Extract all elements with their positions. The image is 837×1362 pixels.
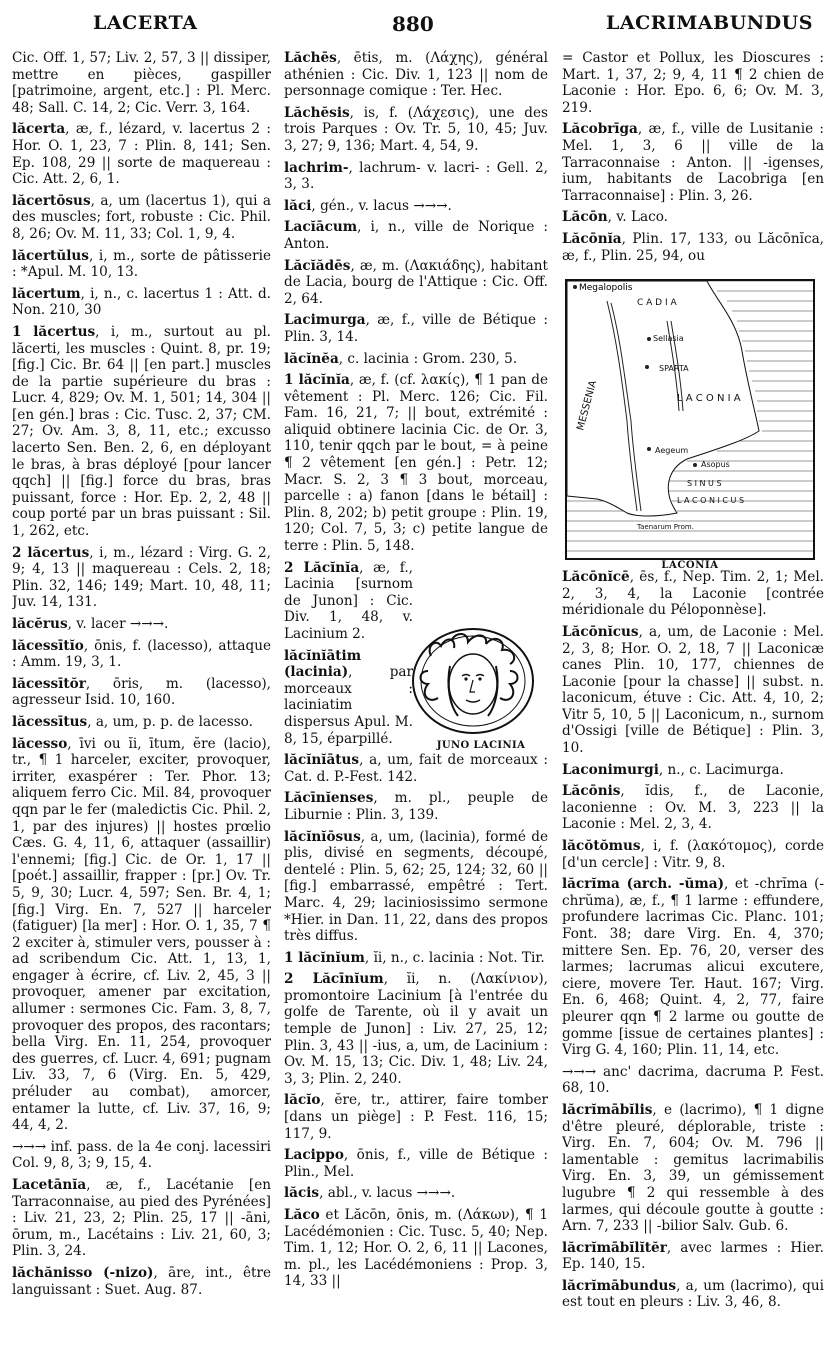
coin-caption: JUNO LACINIA	[436, 740, 526, 751]
headword: Lăco	[284, 1207, 320, 1223]
headword: lăcrĭmābĭlis	[562, 1101, 653, 1118]
headword: lăcertum	[12, 285, 81, 302]
entry: lăcessītŏr, ōris, m. (lacesso), agresseur Isid. 10, 160.	[12, 675, 271, 709]
headword: Lăcōnĭa	[562, 230, 622, 247]
headword: Lăchēs	[284, 50, 337, 66]
entry: lăcĭnĭātim (lacinia), par morceaux : laciniatim dispersus Apul. M. 8, 15, éparpillé.	[284, 647, 413, 747]
headword: lăcŏtŏmus	[562, 838, 641, 855]
entry: Lăchēs, ētis, m. (Λάχης), général athénien : Cic. Div. 1, 123 || nom de personnage comique : Ter. Hec.	[284, 50, 548, 100]
svg-text:Sellasia: Sellasia	[653, 334, 684, 343]
entry: lăci, gén., v. lacus →→→.	[284, 197, 452, 214]
entry: lăcerta, æ, f., lézard, v. lacertus 2 : Hor. O. 1, 23, 7 : Plin. 8, 141; Sen. Ep. 108, 29 || sorte de maquereau : Cic. Att. 2, 6, 1.	[12, 121, 271, 188]
map-caption: LACONIA	[661, 560, 719, 571]
headword: 1 lăcĭnĭa	[284, 372, 350, 389]
entry: lăcĭo, ĕre, tr., attirer, faire tomber [dans un piège] : P. Fest. 116, 15; 117, 9.	[284, 1092, 548, 1142]
entry: 1 lăcĭnĭa, æ, f. (cf. λακίς), ¶ 1 pan de vêtement : Pl. Merc. 126; Cic. Fil. Fam. 16, 21, 7; || bout, extrémité : aliquid obtinere lacinia Cic. de Or. 3, 110, tenir qqch par le bout, = à peine ¶ 2 vêtement [en gén.] : Petr. 12; Macr. S. 2, 3 ¶ 3 bout, morceau, parcelle : a) fanon [dans le bétail] : Plin. 8, 202; b) petit groupe : Plin. 19, 120; Col. 7, 5, 3; c) petite langue de terre : Plin. 5, 148.	[284, 372, 548, 555]
entry: lăcertum, i, n., c. lacertus 1 : Att. d. Non. 210, 30	[12, 285, 271, 319]
entry: lăcertōsus, a, um (lacertus 1), qui a des muscles; fort, robuste : Cic. Phil. 8, 26; Ov. M. 11, 33; Col. 1, 9, 4.	[12, 192, 271, 242]
headword: Lăcobrīga	[562, 121, 638, 138]
headword: lăcessītus	[12, 713, 88, 730]
entry: 2 lăcertus, i, m., lézard : Virg. G. 2, 9; 4, 13 || maquereau : Cels. 2, 18; Plin. 32, 146; 149; Mart. 10, 48, 11; Juv. 14, 131.	[12, 544, 271, 611]
headword: lăcĭnĭōsus	[284, 828, 361, 845]
headword: lăcĭo	[284, 1092, 321, 1109]
headword: lăcertōsus	[12, 192, 91, 209]
headword: Lacimurga	[284, 312, 366, 329]
page-number: 880	[392, 12, 434, 36]
entry: Lăcĭădēs, æ, m. (Λακιάδης), habitant de Lacia, bourg de l'Attique : Cic. Off. 2, 64.	[284, 257, 548, 307]
svg-text:MESSENIA: MESSENIA	[575, 379, 600, 432]
headword: Lacĭācum	[284, 219, 358, 236]
headword: Lăcōnis	[562, 783, 621, 800]
laconia-map	[565, 279, 815, 560]
entry: lăcessītus, a, um, p. p. de lacesso.	[12, 713, 253, 730]
headword: Lacippo	[284, 1147, 344, 1164]
headword: lăcertŭlus	[12, 247, 89, 264]
column-3	[562, 50, 824, 1355]
svg-text:SPARTA: SPARTA	[659, 364, 689, 373]
svg-text:L A C O N I C U S: L A C O N I C U S	[677, 496, 745, 505]
headword: 2 lăcertus	[12, 544, 90, 561]
entry: lăcĭnĕa, c. lacinia : Grom. 230, 5.	[284, 350, 518, 367]
entry: lăcessītĭo, ōnis, f. (lacesso), attaque : Amm. 19, 3, 1.	[12, 637, 271, 671]
entry: 1 lăcertus, i, m., surtout au pl. lăcerti, les muscles : Quint. 8, pr. 19; [fig.] Cic. Br. 64 || [en part.] muscles de la partie supérieure du bras : Lucr. 4, 829; Ov. M. 1, 501; 14, 304 || [en gén.] bras : Cic. Tusc. 2, 37; CM. 27; Ov. Am. 3, 8, 11, etc.; excusso lacerto Sen. Ben. 2, 6, en déployant le bras, à bras déployé [pour lancer qqch] || [fig.] force du bras, bras puissant, force : Hor. Ep. 2, 2, 48 || coup porté par un bras puissant : Sil. 1, 262, etc.	[12, 323, 271, 540]
entry: = Castor et Pollux, les Dioscures : Mart. 1, 37, 2; 9, 4, 11 ¶ 2 chien de Laconie : Hor. Epo. 6, 6; Ov. M. 3, 219.	[562, 50, 824, 116]
headword: lăcessītŏr	[12, 675, 86, 692]
headword: 1 lăcĭnĭum	[284, 949, 365, 966]
svg-text:Aegeum: Aegeum	[655, 446, 689, 455]
entry: Lăcōnis, ĭdis, f., de Laconie, laconienne : Ov. M. 3, 223 || la Laconie : Mel. 2, 3, 4.	[562, 783, 824, 833]
entry: Laconimurgi, n., c. Lacimurga.	[562, 761, 784, 778]
headword: lăcis	[284, 1185, 320, 1202]
headword: lăcĕrus	[12, 616, 68, 632]
headword: Lăcĭădēs	[284, 257, 351, 274]
headword: Lacetānĭa	[12, 1177, 87, 1193]
headword: lăcrĭmābĭlĭtĕr	[562, 1239, 667, 1256]
entry: lăcrĭma (arch. -ŭma), et -chrĭma (-chrŭma), æ, f., ¶ 1 larme : effundere, profundere lacrimas Cic. Planc. 101; Font. 38; dare Virg. En. 4, 370; mittere Sen. Ep. 76, 20, verser des larmes; lacrumas alicui excutere, ciere, movere Ter. Haut. 167; Virg. En. 6, 468; Quint. 4, 2, 77, faire pleurer qqn ¶ 2 larme ou goutte de gomme [issue de certaines plantes] : Virg G. 4, 160; Plin. 11, 14, etc.	[562, 876, 824, 1059]
entry: lăcrĭmābundus, a, um (lacrimo), qui est tout en pleurs : Liv. 3, 46, 8.	[562, 1277, 824, 1311]
entry: →→→ inf. pass. de la 4e conj. lacessiri Col. 9, 8, 3; 9, 15, 4.	[12, 1138, 271, 1172]
entry: Lăco et Lăcōn, ōnis, m. (Λάκων), ¶ 1 Lacédémonien : Cic. Tusc. 5, 40; Nep. Tim. 1, 12; Hor. O. 2, 6, 11 || Lacones, m. pl., les Lacédémoniens : Prop. 3, 14, 33 ||	[284, 1207, 548, 1290]
entry: lăcrĭmābĭlis, e (lacrimo), ¶ 1 digne d'être pleuré, déplorable, triste : Virg. En. 7, 604; Ov. M. 796 || lamentable : gemitus lacrimabilis Virg. En. 3, 39, un gémissement lugubre ¶ 2 qui ressemble à des larmes, qui découle goutte à goutte : Arn. 7, 233 || -bilior Salv. Gub. 6.	[562, 1101, 824, 1235]
coin-illustration	[406, 626, 541, 736]
entry: Lăcīnĭenses, m. pl., peuple de Liburnie : Plin. 3, 139.	[284, 790, 548, 823]
entry: Lăchĕsis, is, f. (Λάχεσις), une des trois Parques : Ov. Tr. 5, 10, 45; Juv. 3, 27; 9, 136; Mart. 4, 54, 9.	[284, 104, 548, 154]
entry: lăcŏtŏmus, i, f. (λακότομος), corde [d'un cercle] : Vitr. 9, 8.	[562, 838, 824, 871]
headword: Lăcōnĭcē	[562, 569, 630, 586]
entry: Lăcobrīga, æ, f., ville de Lusitanie : Mel. 1, 3, 6 || ville de la Tarraconnaise : Anton. || -igenses, ium, habitants de Lacobriga [en Tarraconnaise] : Plin. 3, 26.	[562, 121, 824, 204]
map-of-laconia	[567, 281, 813, 558]
headword: Lăcīnĭenses	[284, 790, 374, 807]
entry: lăcĭnĭātus, a, um, fait de morceaux : Cat. d. P.-Fest. 142.	[284, 752, 548, 785]
svg-text:L A C O N I A: L A C O N I A	[677, 393, 741, 404]
header-right-guide-word: LACRIMABUNDUS	[606, 12, 813, 34]
svg-text:S I N U S: S I N U S	[687, 479, 722, 488]
running-header	[0, 12, 837, 42]
headword: lăchănisso (-nizo)	[12, 1264, 154, 1281]
entry: lachrim-, lachrum- v. lacri- : Gell. 2, 3, 3.	[284, 159, 548, 193]
headword: lăcĭnĕa	[284, 350, 339, 367]
headword: lăcrĭmābundus	[562, 1277, 677, 1294]
entry: lăcesso, īvi ou ĭi, ītum, ĕre (lacio), tr., ¶ 1 harceler, exciter, provoquer, irriter, exaspérer : Ter. Phor. 13; aliquem ferro Cic. Mil. 84, provoquer qqn par le fer (maledictis Cic. Phil. 2, 1, par des injures) || hostes prœlio Cæs. G. 4, 11, 6, attaquer (assaillir) l'ennemi; [fig.] Cic. de Or. 1, 17 || [poét.] assaillir, frapper : [pr.] Ov. Tr. 5, 9, 30; Lucr. 4, 597; Sen. Br. 4, 1; [fig.] Virg. En. 7, 527 || harceler (fatiguer) [la mer] : Hor. O. 1, 35, 7 ¶ 2 exciter à, stimuler vers, pousser à : ad scribendum Cic. Att. 1, 13, 1, engager à écrire, cf. Liv. 2, 45, 3 || provoquer, amener par excitation, allumer : sermones Cic. Fam. 3, 8, 7, provoquer des propos, des racontars; bella Virg. En. 11, 254, provoquer des guerres, cf. Lucr. 4, 691; pugnam Liv. 33, 7, 6 (Virg. En. 5, 429, préluder au combat), amorcer, entamer la lutte, cf. Liv. 37, 16, 9; 44, 4, 2.	[12, 735, 271, 1134]
entry: lăcĕrus, v. lacer →→→.	[12, 616, 169, 632]
headword: 1 lăcertus	[12, 323, 96, 340]
entry: Lacetānĭa, æ, f., Lacétanie [en Tarraconnaise, au pied des Pyrénées] : Liv. 21, 23, 2; Plin. 25, 17 || -āni, ōrum, m., Lacétains : Liv. 21, 60, 3; Plin. 3, 24.	[12, 1177, 271, 1260]
entry: lăcrĭmābĭlĭtĕr, avec larmes : Hier. Ep. 140, 15.	[562, 1239, 824, 1273]
entry: →→→ anc' dacrima, dacruma P. Fest. 68, 10.	[562, 1063, 824, 1097]
entry: 2 Lăcīnĭum, ĭi, n. (Λακίνιον), promontoire Lacinium [à l'entrée du golfe de Tarente, où il y avait un temple de Junon] : Liv. 27, 25, 12; Plin. 3, 43 || -ius, a, um, de Lacinium : Ov. M. 15, 13; Cic. Div. 1, 48; Liv. 24, 3, 3; Plin. 2, 240.	[284, 971, 548, 1087]
entry: lăcĭnĭōsus, a, um, (lacinia), formé de plis, divisé en segments, découpé, dentelé : Plin. 5, 62; 25, 124; 32, 60 || [fig.] embarrassé, empêtré : Tert. Marc. 4, 29; laciniosissimo sermone *Hier. in Dan. 11, 22, dans des propos très diffus.	[284, 828, 548, 945]
entry: Lăcōnĭa, Plin. 17, 133, ou Lăcōnĭca, æ, f., Plin. 25, 94, ou	[562, 230, 824, 264]
header-left-guide-word: LACERTA	[93, 12, 198, 34]
headword: Lăchĕsis	[284, 104, 350, 121]
entry: lăcis, abl., v. lacus →→→.	[284, 1185, 456, 1202]
headword: Laconimurgi	[562, 761, 659, 778]
headword: Lăcōnĭcus	[562, 623, 639, 640]
entry: Lăcōnĭcē, ēs, f., Nep. Tim. 2, 1; Mel. 2, 3, 4, la Laconie [contrée méridionale du Péloponnèse].	[562, 569, 824, 619]
coin-juno-lacinia-image	[406, 626, 541, 736]
headword: lăcerta	[12, 121, 66, 138]
headword: lăcesso	[12, 735, 68, 752]
svg-text:Taenarum Prom.: Taenarum Prom.	[637, 523, 694, 531]
entry: Lăcōnĭcus, a, um, de Laconie : Mel. 2, 3, 8; Hor. O. 2, 18, 7 || Laconicæ canes Plin. 10, 177, chiennes de Laconie [pour la chasse] || subst. n. laconicum, étuve : Cic. Att. 4, 10, 2; Vitr 5, 10, 5 || Laconicum, n., surnom d'Ossigi [ville de Bétique] : Plin. 3, 10.	[562, 623, 824, 757]
entry: Cic. Off. 1, 57; Liv. 2, 57, 3 || dissiper, mettre en pièces, gaspiller [patrimoine, argent, etc.] : Pl. Merc. 48; Sall. C. 14, 2; Cic. Verr. 3, 164.	[12, 50, 271, 116]
svg-text:C A D I A: C A D I A	[637, 298, 677, 308]
entry: lăchănisso (-nizo), āre, int., être languissant : Suet. Aug. 87.	[12, 1264, 271, 1298]
entry: lăcertŭlus, i, m., sorte de pâtisserie : *Apul. M. 10, 13.	[12, 247, 271, 281]
headword: lăcessītĭo	[12, 637, 84, 654]
entry: Lacippo, ōnis, f., ville de Bétique : Plin., Mel.	[284, 1147, 548, 1180]
entry: Lăcōn, v. Laco.	[562, 209, 668, 226]
svg-text:Asopus: Asopus	[701, 460, 730, 469]
entry: 2 Lăcĭnĭa, æ, f., Lacinia [surnom de Junon] : Cic. Div. 1, 48, v. Lacinium 2.	[284, 559, 413, 642]
headword: 2 Lăcīnĭum	[284, 971, 384, 988]
headword: lăcĭnĭātim (lacinia)	[284, 647, 362, 681]
headword: lachrim-	[284, 159, 349, 176]
entry: Lacimurga, æ, f., ville de Bétique : Plin. 3, 14.	[284, 312, 548, 345]
map-label: Megalopolis	[579, 283, 633, 293]
headword: lăci	[284, 197, 312, 214]
headword: lăcrĭma (arch. -ŭma)	[562, 876, 725, 893]
entry: Lacĭācum, i, n., ville de Norique : Anton.	[284, 219, 548, 252]
entry: 1 lăcĭnĭum, ĭi, n., c. lacinia : Not. Tir.	[284, 949, 545, 966]
headword: 2 Lăcĭnĭa	[284, 559, 360, 576]
headword: Lăcōn	[562, 209, 608, 226]
column-1	[12, 50, 271, 1355]
headword: lăcĭnĭātus	[284, 752, 360, 769]
